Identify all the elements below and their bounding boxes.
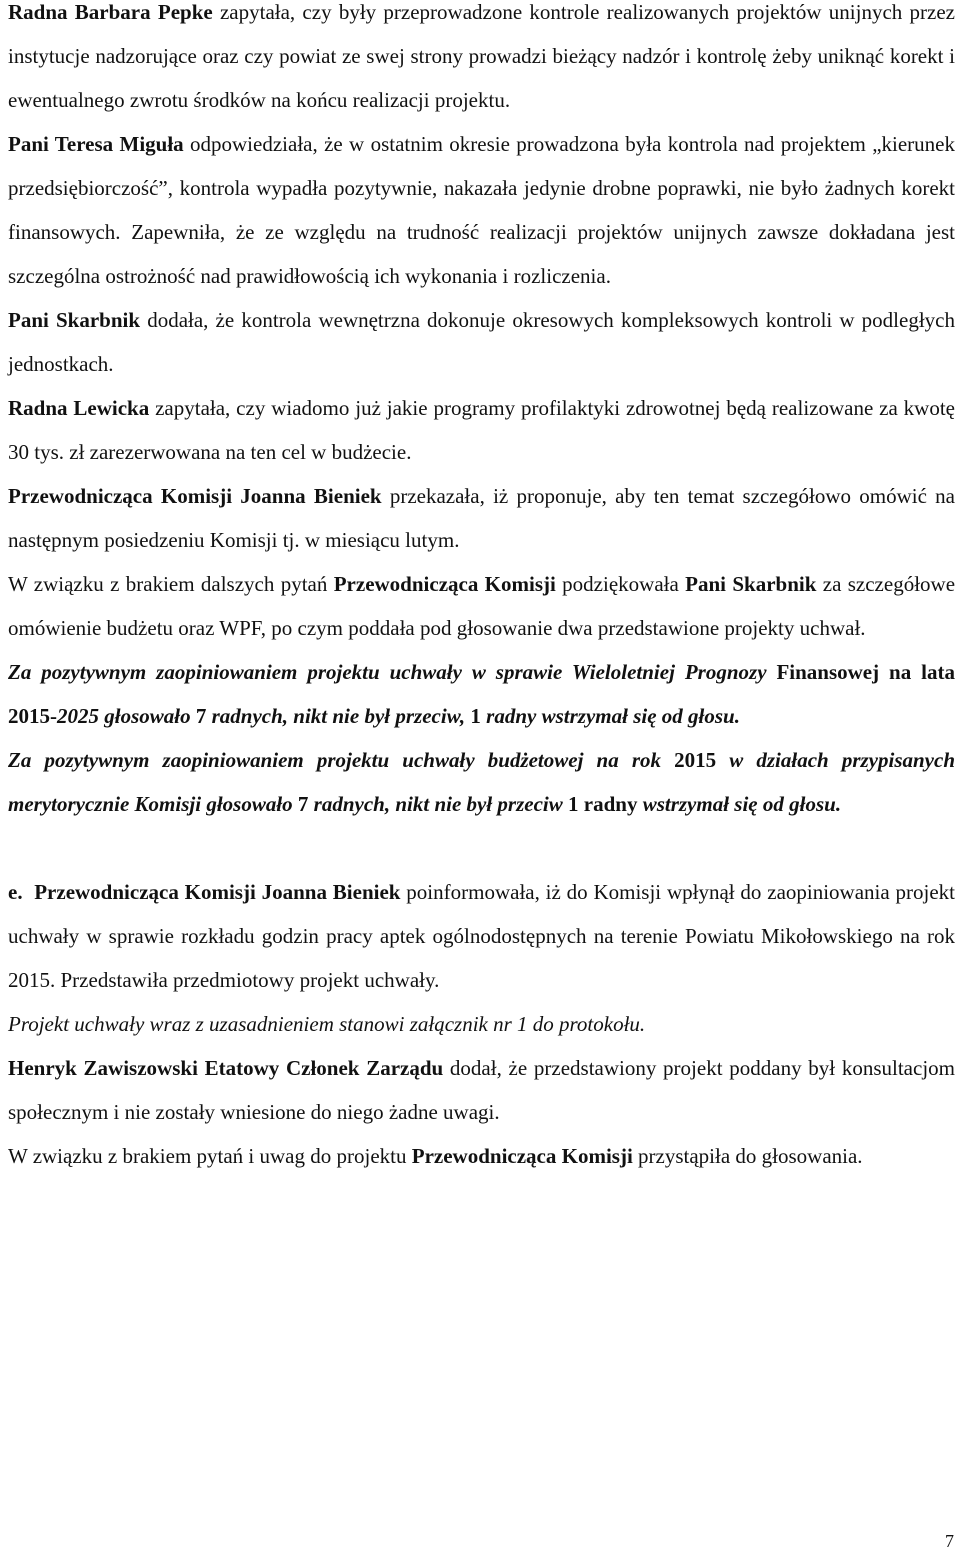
paragraph-voting-intro <box>8 562 955 650</box>
paragraph-text: zapytała, czy wiadomo już jakie programy profilaktyki zdrowotnej będą realizowane za kwotę 30 tys. zł zarezerwowana na ten cel w budżecie. <box>8 396 955 464</box>
speaker-name: Henryk Zawiszowski Etatowy Członek Zarządu <box>8 1056 444 1080</box>
vote-count: 1 radny <box>568 792 638 816</box>
paragraph-migula-answer <box>8 122 955 298</box>
paragraph-text: dodała, że kontrola wewnętrzna dokonuje okresowych kompleksowych kontroli w podległych jednostkach. <box>8 308 955 376</box>
vote-text: radnych, nikt nie był przeciw, <box>206 704 471 728</box>
speaker-name: Przewodnicząca Komisji Joanna Bieniek <box>34 880 401 904</box>
paragraph-pepke-question <box>8 0 955 122</box>
vote-text: radnych, nikt nie był przeciw <box>308 792 569 816</box>
paragraph-text: dodał, że przedstawiony projekt poddany był konsultacjom społecznym i nie zostały wniesione do niego żadne uwagi. <box>8 1056 955 1124</box>
paragraph-skarbnik-addition <box>8 298 955 386</box>
vote-text: radny wstrzymał się od głosu. <box>480 704 740 728</box>
paragraph-text: przekazała, iż proponuje, aby ten temat szczegółowo omówić na następnym posiedzeniu Komisji tj. w miesiącu lutym. <box>8 484 955 552</box>
paragraph-text: W związku z brakiem pytań i uwag do projektu <box>8 1144 412 1168</box>
vote-text: wstrzymał się od głosu. <box>637 792 842 816</box>
speaker-name: Pani Skarbnik <box>685 572 817 596</box>
vote-text: 2025 głosowało <box>57 704 196 728</box>
speaker-name: Przewodnicząca Komisji <box>411 1144 633 1168</box>
paragraph-text: Projekt uchwały wraz z uzasadnieniem stanowi załącznik nr 1 do protokołu. <box>8 1012 646 1036</box>
vote-text: Za pozytywnym zaopiniowaniem projektu uchwały budżetowej na rok <box>8 748 675 772</box>
vote-count: 7 <box>297 792 309 816</box>
speaker-name: Pani Teresa Miguła <box>8 132 184 156</box>
paragraph-voting-start <box>8 1134 955 1178</box>
vote-count: 7 <box>195 704 207 728</box>
document-page <box>8 0 955 1178</box>
paragraph-text: poinformowała, iż do Komisji wpłynął do zaopiniowania projekt uchwały w sprawie rozkładu godzin pracy aptek ogólnodostępnych na terenie Powiatu Mikołowskiego na rok 2015. Przedstawiła przedmiotowy projekt uchwały. <box>8 880 956 992</box>
vote-text: Finansowej na lata 2015- <box>8 660 955 728</box>
vote-text: w działach przypisanych merytorycznie Komisji głosowało <box>8 748 956 816</box>
paragraph-lewicka-question <box>8 386 955 474</box>
paragraph-spacer <box>8 826 955 870</box>
paragraph-text: podziękowała <box>555 572 686 596</box>
paragraph-text: za szczegółowe omówienie budżetu oraz WPF, po czym poddała pod głosowanie dwa przedstawione projekty uchwał. <box>8 572 956 640</box>
paragraph-vote-wpf <box>8 650 955 738</box>
paragraph-bieniek-proposal <box>8 474 955 562</box>
vote-text: 2015 <box>674 748 717 772</box>
list-marker: e. <box>8 880 23 904</box>
speaker-name: Radna Barbara Pepke <box>8 0 213 24</box>
speaker-name: Przewodnicząca Komisji <box>333 572 556 596</box>
speaker-name: Przewodnicząca Komisji Joanna Bieniek <box>8 484 382 508</box>
paragraph-text: zapytała, czy były przeprowadzone kontrole realizowanych projektów unijnych przez instytucje nadzorujące oraz czy powiat ze swej strony prowadzi bieżący nadzór i kontrolę żeby uniknąć korekt i ewentualnego zwrotu środków na końcu realizacji projektu. <box>8 0 955 112</box>
paragraph-zawiszowski <box>8 1046 955 1134</box>
paragraph-text: odpowiedziała, że w ostatnim okresie prowadzona była kontrola nad projektem „kierunek przedsiębiorczość”, kontrola wypadła pozytywnie, nakazała jedynie drobne poprawki, nie było żadnych korekt finansowych. Zapewniła, że ze względu na trudność realizacji projektów unijnych zawsze dokładana jest szczególna ostrożność nad prawidłowością ich wykonania i rozliczenia. <box>8 132 955 288</box>
paragraph-vote-budget <box>8 738 955 826</box>
speaker-name: Pani Skarbnik <box>8 308 141 332</box>
paragraph-attachment-note <box>8 1002 955 1046</box>
paragraph-text: W związku z brakiem dalszych pytań <box>8 572 334 596</box>
page-number: 7 <box>945 1531 954 1551</box>
vote-count: 1 <box>470 704 481 728</box>
paragraph-point-e <box>8 870 955 1002</box>
speaker-name: Radna Lewicka <box>8 396 150 420</box>
paragraph-text: przystąpiła do głosowania. <box>632 1144 863 1168</box>
vote-text: Za pozytywnym zaopiniowaniem projektu uchwały w sprawie Wieloletniej Prognozy <box>8 660 777 684</box>
